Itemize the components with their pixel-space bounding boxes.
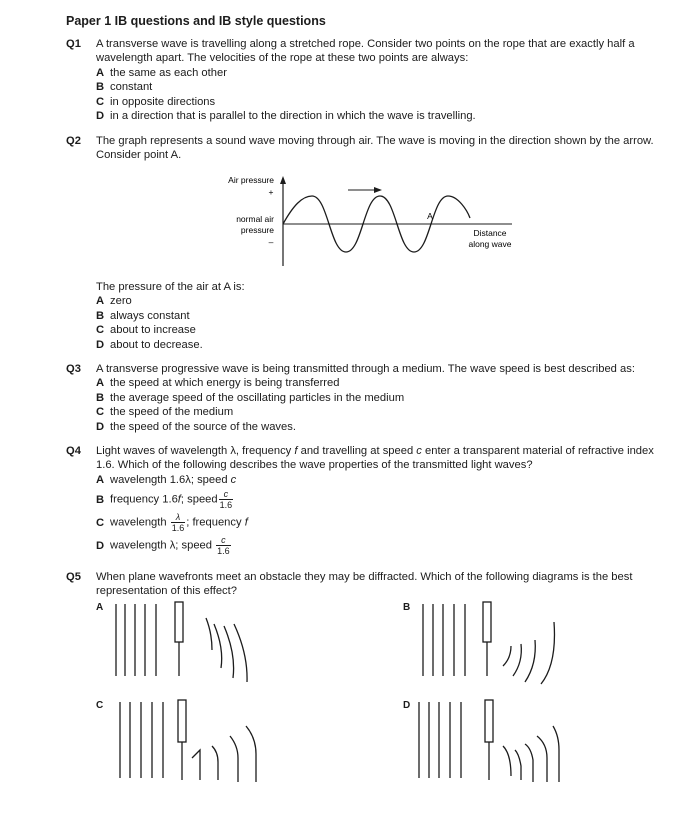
diagram-d-label: D — [403, 700, 411, 711]
question-number: Q5 — [66, 571, 81, 583]
diagram-b-label: B — [403, 602, 411, 613]
diffraction-diagram-a — [100, 598, 290, 688]
fraction: $\frac{c}{1.6}$ — [219, 489, 233, 511]
diffraction-diagram-c — [100, 696, 290, 786]
option-b: B constant — [96, 81, 153, 94]
option-d: D the speed of the source of the waves. — [96, 420, 296, 433]
question-3 — [66, 362, 672, 434]
diagram-a-label: A — [96, 602, 104, 613]
option-c: C the speed of the medium — [96, 406, 234, 419]
question-number: Q4 — [66, 445, 81, 457]
fraction: $\frac{\lambda}{1.6}$ — [171, 512, 185, 534]
diagram-c-label: C — [96, 700, 104, 711]
diffraction-diagram-d — [407, 696, 597, 786]
question-text: When plane wavefronts meet an obstacle they may be diffracted. Which of the following diagrams is the best representation of this effect? — [96, 571, 633, 598]
y-axis-arrowhead — [280, 176, 286, 184]
question-2-options — [66, 280, 672, 352]
question-subtext: The pressure of the air at A is: — [96, 281, 245, 293]
option-b: B the average speed of the oscillating particles in the medium — [96, 391, 405, 404]
option-b: B always constant — [96, 309, 190, 322]
diffraction-diagram-b — [407, 598, 597, 688]
y-axis-label: Air pressure — [228, 175, 274, 185]
option-c: C about to increase — [96, 324, 196, 337]
minus-label: – — [268, 237, 274, 247]
question-5 — [66, 570, 672, 599]
plus-label: + — [268, 187, 274, 197]
option-d: D wavelength λ; speed $\frac{c}{1.6}$ — [96, 535, 230, 557]
option-c: C wavelength $\frac{\lambda}{1.6}$ ; frequency f — [96, 512, 248, 534]
option-a: A wavelength 1.6λ; speed c — [96, 473, 237, 486]
option-a: A the same as each other — [96, 66, 227, 79]
question-text: A transverse progressive wave is being transmitted through a medium. The wave speed is best described as: — [96, 363, 635, 375]
question-number: Q2 — [66, 135, 81, 147]
fraction: $\frac{c}{1.6}$ — [217, 535, 230, 557]
direction-arrowhead — [374, 187, 382, 193]
point-a-label: A — [427, 211, 433, 221]
question-number: Q1 — [66, 38, 81, 50]
option-c: C in opposite directions — [96, 95, 216, 108]
option-a: A zero — [96, 295, 132, 308]
x-axis-label-1: Distance — [473, 228, 507, 238]
option-d: D in a direction that is parallel to the direction in which the wave is travelling. — [96, 110, 476, 123]
baseline-label-1: normal air — [236, 214, 274, 224]
question-text: The graph represents a sound wave moving through air. The wave is moving in the direction shown by the arrow. Consider point A. — [96, 135, 654, 162]
question-4 — [66, 444, 672, 556]
question-text: A transverse wave is travelling along a stretched rope. Consider two points on the rope that are exactly half a wavelength apart. The velocities of the rope at these two points are always: — [96, 38, 635, 65]
question-text: Light waves of wavelength λ, frequency f and travelling at speed c enter a transparent material of refractive index 1.6. Which of the following describes the wave properties of the transmitted light waves? — [96, 445, 654, 472]
question-number: Q3 — [66, 363, 81, 375]
baseline-label-2: pressure — [240, 225, 274, 235]
option-d: D about to decrease. — [96, 338, 203, 351]
page-heading: Paper 1 IB questions and IB style questions — [66, 14, 326, 28]
option-b: B frequency 1.6f; speed $\frac{c}{1.6}$ — [96, 489, 233, 511]
sound-wave-graph — [0, 0, 684, 280]
option-a: A the speed at which energy is being transferred — [96, 377, 340, 390]
x-axis-label-2: along wave — [468, 239, 512, 249]
